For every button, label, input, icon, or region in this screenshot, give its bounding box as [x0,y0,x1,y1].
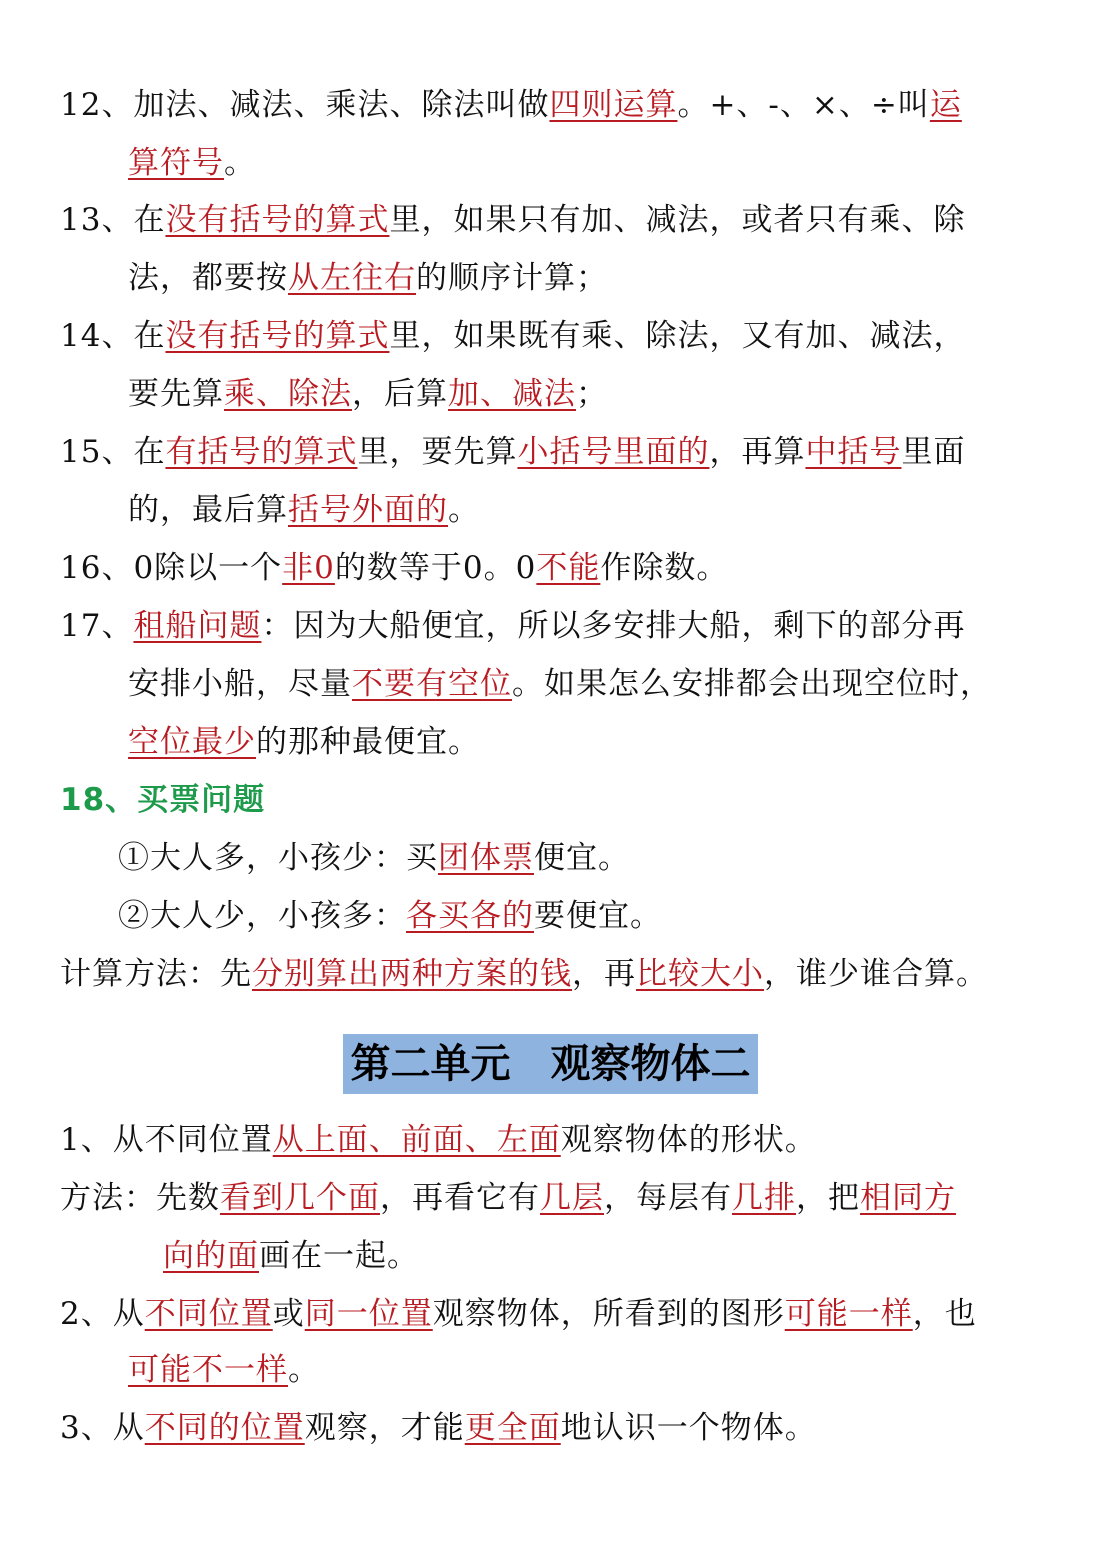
key-term: 分别算出两种方案的钱 [252,956,572,992]
text: 便宜。 [534,840,630,876]
item-16-line-1 [60,548,728,588]
key-term: 租船问题 [133,608,262,644]
text: 2、从 [60,1296,145,1332]
key-term: 看到几个面 [220,1180,380,1216]
text: ，再看它有 [380,1180,540,1216]
text: 15、在 [60,434,166,470]
item-17-line-3 [128,722,480,762]
text: 的，最后算 [128,492,288,528]
text: ，每层有 [604,1180,732,1216]
text: 。 [448,492,480,528]
key-term: 四则运算 [549,87,678,123]
text: 里，如果既有乘、除法，又有加、减法， [389,318,966,354]
text: ：因为大船便宜，所以多安排大船，剩下的部分再 [261,608,966,644]
text: 。 [288,1352,320,1388]
unit2-item-1 [60,1120,817,1160]
text: 14、在 [60,318,166,354]
text: ②大人少，小孩多： [118,898,406,934]
text: ，也 [912,1296,977,1332]
unit2-item-2-line-2 [128,1350,320,1390]
key-term: 各买各的 [406,898,534,934]
text: 观察，才能 [304,1410,465,1446]
text: 作除数。 [600,550,729,586]
item-18-sub-1 [118,838,630,878]
text: 要便宜。 [534,898,662,934]
unit2-method-line-2 [163,1236,419,1276]
item-13-line-2 [128,258,608,298]
item-14-line-1 [60,316,965,356]
key-term: 括号外面的 [288,492,448,528]
key-term: 相同方 [860,1180,956,1216]
text: 方法：先数 [60,1180,220,1216]
key-term: 乘、除法 [224,376,352,412]
key-term: 不要有空位 [352,666,512,702]
text: ，把 [796,1180,860,1216]
key-term: 可能不一样 [128,1352,288,1388]
key-term: 从上面、前面、左面 [272,1122,561,1158]
text: 或 [272,1296,305,1332]
key-term: 同一位置 [304,1296,433,1332]
text: 里面 [901,434,966,470]
key-term: 团体票 [438,840,534,876]
item-13-line-1 [60,200,965,240]
key-term: 加、减法 [448,376,576,412]
key-term: 空位最少 [128,724,256,760]
key-term: 向的面 [163,1238,259,1274]
text: 里，要先算 [357,434,518,470]
key-term: 非0 [282,550,335,586]
text: 观察物体，所看到的图形 [432,1296,785,1332]
text: 16、0除以一个 [60,550,283,586]
text: 画在一起。 [259,1238,419,1274]
key-term: 不能 [536,550,601,586]
text: 12、加法、减法、乘法、除法叫做 [60,87,550,123]
key-term: 比较大小 [636,956,764,992]
text: 的数等于0。0 [334,550,537,586]
key-term: 从左往右 [288,260,416,296]
unit2-item-3 [60,1408,817,1448]
text: 安排小船，尽量 [128,666,352,702]
item-12-line-1 [60,85,962,125]
item-18-method [60,954,988,994]
text: 。如果怎么安排都会出现空位时， [512,666,992,702]
key-term: 中括号 [805,434,902,470]
key-term: 几排 [732,1180,796,1216]
item-17-line-2 [128,664,992,704]
item-17-line-1 [60,606,965,646]
text: 的那种最便宜。 [256,724,480,760]
item-12-line-2 [128,143,256,183]
unit2-item-2-line-1 [60,1294,977,1334]
text: ； [576,376,608,412]
text: 观察物体的形状。 [560,1122,817,1158]
text: 法，都要按 [128,260,288,296]
text: ，再 [572,956,636,992]
key-term: 不同位置 [144,1296,273,1332]
item-18-sub-2 [118,896,662,936]
key-term: 运 [929,87,962,123]
text: 。+、-、×、÷叫 [677,87,930,123]
text: ①大人多，小孩少：买 [118,840,438,876]
text: 计算方法：先 [60,956,252,992]
key-term: 小括号里面的 [517,434,710,470]
key-term: 更全面 [464,1410,561,1446]
key-term: 没有括号的算式 [165,318,390,354]
key-term: 不同的位置 [144,1410,305,1446]
text: ，再算 [709,434,806,470]
item-18-heading: 18、买票问题 [60,782,266,818]
item-14-line-2 [128,374,608,414]
text: 地认识一个物体。 [560,1410,817,1446]
text: 17、 [60,608,134,644]
text: 里，如果只有加、减法，或者只有乘、除 [389,202,966,238]
text: 13、在 [60,202,166,238]
text: 要先算 [128,376,224,412]
key-term: 几层 [540,1180,604,1216]
key-term: 可能一样 [784,1296,913,1332]
text: ，后算 [352,376,448,412]
text: 3、从 [60,1410,145,1446]
key-term: 算符号 [128,145,224,181]
key-term: 没有括号的算式 [165,202,390,238]
text: ，谁少谁合算。 [764,956,988,992]
text: 的顺序计算； [416,260,608,296]
unit2-method-line-1 [60,1178,956,1218]
key-term: 有括号的算式 [165,434,358,470]
text: 。 [224,145,256,181]
item-15-line-1 [60,432,965,472]
section-title: 第二单元 观察物体二 [343,1034,758,1094]
item-15-line-2 [128,490,480,530]
text: 1、从不同位置 [60,1122,273,1158]
